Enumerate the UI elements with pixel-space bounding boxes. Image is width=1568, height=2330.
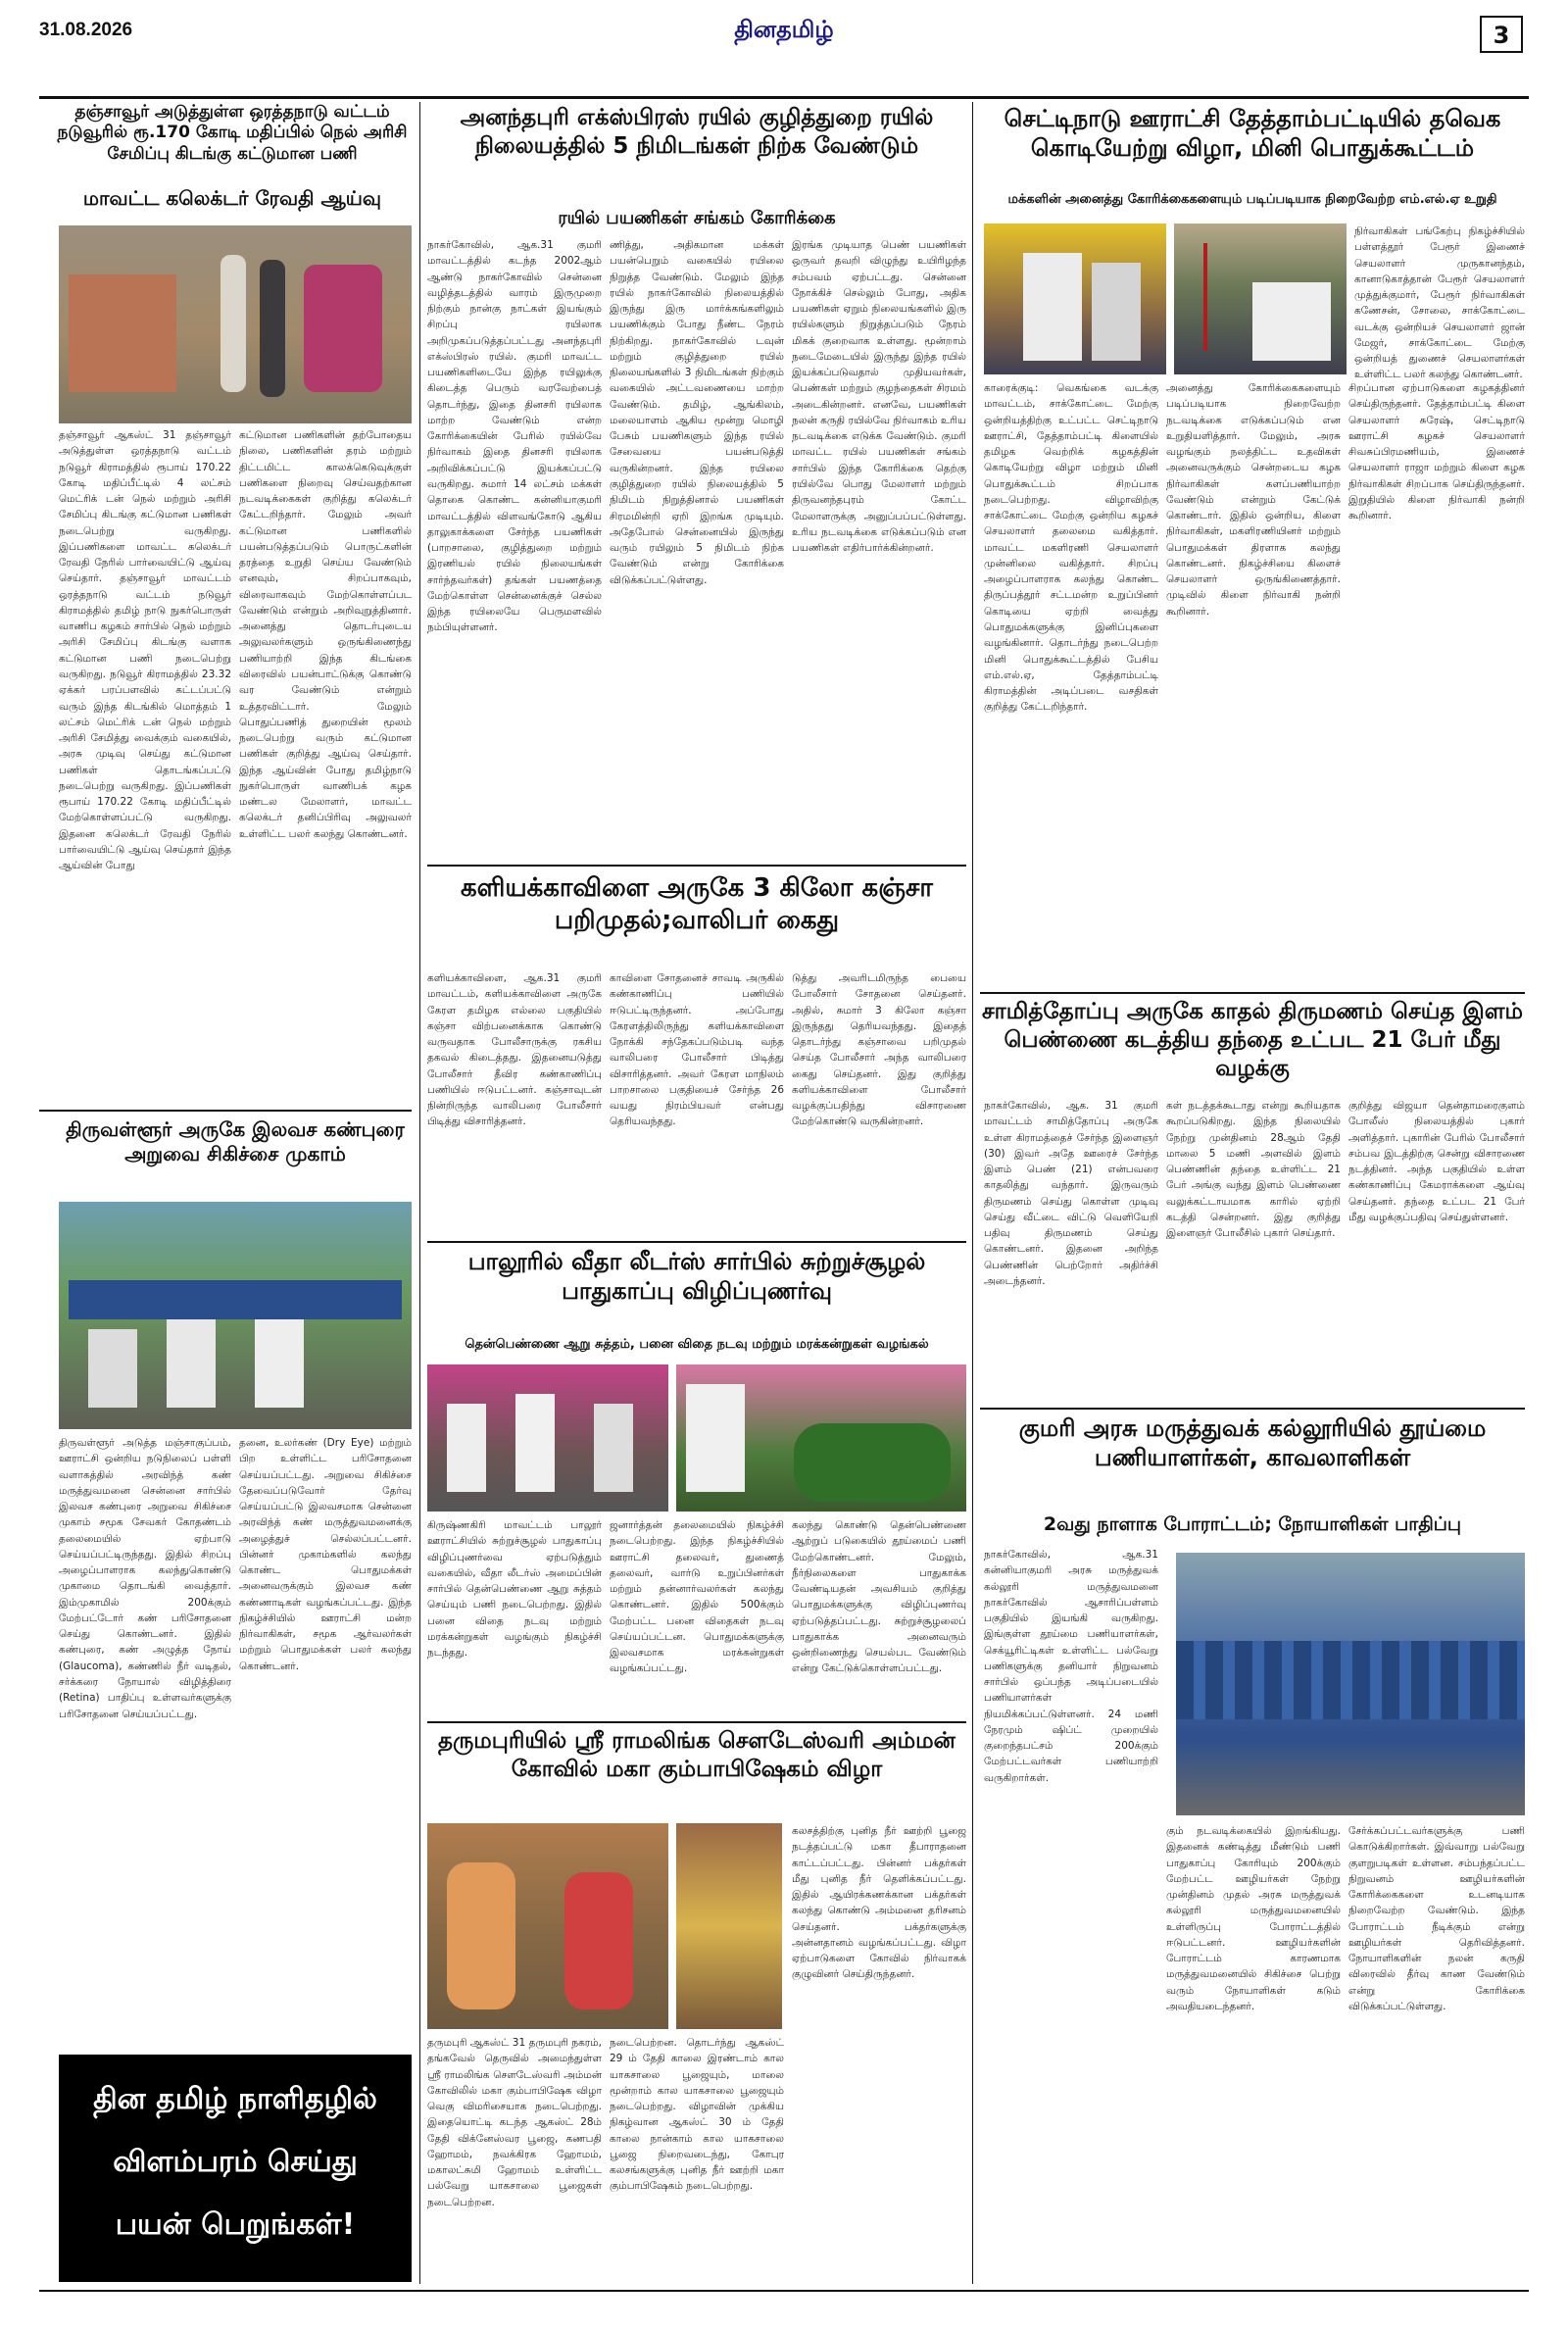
a4-photo-1 — [984, 223, 1166, 374]
divider-mid-1 — [427, 865, 966, 867]
a3-col1: களியக்காவிளை, ஆக.31 குமரி மாவட்டம், களியக்காவிளை அருகே கேரள தமிழக எல்லை பகுதியில் கஞ்சா விற்பனைக்காக கொண்டு வருவதாக போலீசாருக்கு ரகசிய தகவல் கிடைத்தது. இதனையடுத்து போலீசார் தீவிர கண்காணிப்பு பணியில் ஈடுபட்டனர். கஞ்சாவுடன் நின்றிருந்த வாலிபரை போலீசார் பிடித்து விசாரித்தனர். — [427, 972, 602, 1128]
a6-headline: திருவள்ளூர் அருகே இலவச கண்புரை அறுவை சிகிச்சை முகாம் — [66, 1117, 405, 1165]
ad-line3: பயன் பெறுங்கள்! — [115, 2207, 356, 2242]
a8-headline: தருமபுரியில் ஸ்ரீ ராமலிங்க சௌடேஸ்வரி அம்மன் கோவில் மகா கும்பாபிஷேகம் விழா — [438, 1728, 956, 1782]
a1-headline: தஞ்சாவூர் அடுத்துள்ள ஒரத்தநாடு வட்டம் நடுவூரில் ரூ.170 கோடி மதிப்பில் நெல் அரிசி சேமிப்பு கிடங்கு கட்டுமான பணி — [57, 102, 408, 164]
a9-headline: குமரி அரசு மருத்துவக் கல்லூரியில் தூய்மை பணியாளர்கள், காவலாளிகள் — [1018, 1414, 1487, 1471]
a1-photo — [59, 225, 412, 423]
a4-subhead: மக்களின் அனைத்து கோரிக்கைகளையும் படிப்படியாக நிறைவேற்ற எம்.எல்.ஏ உறுதி — [1007, 192, 1497, 207]
a4-headline: செட்டிநாடு ஊராட்சி தேத்தாம்பட்டியில் தவெக கொடியேற்று விழா, மினி பொதுக்கூட்டம் — [1004, 105, 1501, 162]
a2-col3: இரங்க முடியாத பெண் பயணிகள் ஒருவர் தவறி விழுந்து உயிரிழந்த சம்பவம் ஏற்பட்டது. சென்னை நோக்கிச் செல்லும் போது, அதிக பயணிகள் ஏறும் நிலையங்களில் இரு ரயில்களும் நிறுத்தப்படும் நேரம் மிகக் குறைவாக உள்ளது. மூன்றாம் நடைமேடையில் இருந்து இந்த ரயில் இயக்கப்படுவதால் முதியவர்கள், பெண்கள் மற்றும் குழந்தைகள் சிரமம் அடைகின்றனர். எனவே, பயணிகள் நலன் கருதி ரயில்வே நிர்வாகம் உரிய நடவடிக்கை எடுக்க வேண்டும். குமரி மாவட்ட ரயில் பயணிகள் சங்கம் சார்பில் இந்த கோரிக்கை தெற்கு ரயில்வே பொது மேலாளர் மற்றும் திருவனந்தபுரம் கோட்ட மேலாளருக்கு அனுப்பப்பட்டுள்ளது. உரிய நடவடிக்கை எடுக்கப்படும் என பயணிகள் எதிர்பார்க்கின்றனர். — [792, 239, 966, 555]
a4-col3: சிறப்பான ஏற்பாடுகளை கழகத்தினர் செய்திருந்தனர். தேத்தாம்பட்டி கிளை செயலாளர் சுரேஷ், செட்டிநாடு ஊராட்சி கழகச் செயலாளர் சிவசுப்பிரமணியம், இணைச் செயலாளர் ராஜா மற்றும் கிளை கழக நிர்வாகிகள் சிறப்பாக செய்திருந்தனர். இறுதியில் கிளை நிர்வாகி நன்றி கூறினார். — [1348, 382, 1525, 522]
separator-right — [972, 102, 973, 2284]
masthead: தினதமிழ் — [734, 16, 834, 43]
header-rule — [39, 96, 1529, 99]
a7-col2: ஜனார்த்தன் தலைமையில் நிகழ்ச்சி நடைபெற்றது. இந்த நிகழ்ச்சியில் ஊராட்சி தலைவர், துணைத் தலைவர், வார்டு உறுப்பினர்கள் மற்றும் தன்னார்வலர்கள் கலந்து கொண்டனர். இதில் 500க்கும் மேற்பட்ட பனை விதைகள் நடவு செய்யப்பட்டன. பொதுமக்களுக்கு இலவசமாக மரக்கன்றுகள் வழங்கப்பட்டது. — [610, 1519, 784, 1675]
a5-headline: சாமித்தோப்பு அருகே காதல் திருமணம் செய்த இளம் பெண்ணை கடத்திய தந்தை உட்பட 21 பேர் மீது வழக்கு — [981, 999, 1524, 1081]
a8-photo-2 — [676, 1823, 782, 2029]
divider-right-2 — [980, 1408, 1525, 1410]
divider-left — [39, 1110, 412, 1112]
a2-col1: நாகர்கோவில், ஆக.31 குமரி மாவட்டத்தில் கடந்த 2002ஆம் ஆண்டு நாகர்கோவில் சென்னை வழித்தடத்தில் வாரம் இருமுறை நிற்கும் நான்கு நாட்கள் இயங்கும் சிறப்பு ரயிலாக அறிமுகப்படுத்தப்பட்டது அனந்தபுரி எக்ஸ்பிரஸ் ரயில். குமரி மாவட்ட பயணிகளிடையே இந்த ரயிலுக்கு கிடைத்த பெரும் வரவேற்பைத் தொடர்ந்து, இதை தினசரி ரயிலாக மாற்ற வேண்டும் என்ற கோரிக்கையின் பேரில் ரயில்வே நிர்வாகம் இதை தினசரி ரயிலாக அறிவிக்கப்பட்டு இயக்கப்பட்டு வருகிறது. சுமார் 14 லட்சம் மக்கள் தொகை கொண்ட கன்னியாகுமரி மாவட்டத்தில் விளவங்கோடு ஆகிய தாலுகாக்களை சேர்ந்த பயணிகள் (பாறசாலை, குழித்துறை மற்றும் இரணியல் ரயில் நிலையங்கள் சார்ந்தவர்கள்) தங்கள் பயணத்தை மேற்கொள்ள சென்னைக்குச் செல்ல இந்த ரயிலையே பெருமளவில் நம்பியுள்ளனர். — [427, 239, 602, 634]
a4-col3-top: நிர்வாகிகள் பங்கேற்பு நிகழ்ச்சியில் பள்ளத்தூர் பேரூர் இணைச் செயலாளர் முருகானந்தம், கானாடுகாத்தான் பேரூர் செயலாளர் முத்துக்குமார், பேரூர் நிர்வாகிகள் கணேசன், சோலை, சாக்கோட்டை வடக்கு ஒன்றியச் செயலாளர் ஜான் மேஜர், சாக்கோட்டை மேற்கு ஒன்றியத் துணைச் செயலாளர்கள் உள்ளிட்ட பலர் கலந்து கொண்டனர். — [1354, 225, 1525, 381]
a7-col1: கிருஷ்ணகிரி மாவட்டம் பாலூர் ஊராட்சியில் சுற்றுச்சூழல் பாதுகாப்பு விழிப்புணர்வை ஏற்படுத்தும் வகையில், வீதா லீடர்ஸ் அமைப்பின் சார்பில் தென்பெண்ணை ஆறு சுத்தம் செய்யும் பணி நடைபெற்றது. இதில் பனை விதை நடவு மற்றும் மரக்கன்றுகள் வழங்கும் நிகழ்ச்சி நடந்தது. — [427, 1519, 602, 1660]
a8-photo — [427, 1823, 668, 2029]
page-number: 3 — [1480, 16, 1523, 53]
a9-subhead: 2வது நாளாக போராட்டம்; நோயாளிகள் பாதிப்பு — [1043, 1513, 1462, 1535]
a6-col2: தனை, உலர்கண் (Dry Eye) மற்றும் பிற உள்ளிட்ட பரிசோதனை செய்யப்பட்டது. அறுவை சிகிச்சை தேவைப்படுவோர் தேர்வு செய்யப்பட்டு இலவசமாக சென்னை அரவிந்த் கண் மருத்துவமனைக்கு அழைத்துச் செல்லப்பட்டனர். பின்னர் முகாம்களில் கலந்து கொண்ட பொதுமக்கள் அனைவருக்கும் இலவச கண் கண்ணாடிகள் வழங்கப்பட்டது. இந்த நிகழ்ச்சியில் ஊராட்சி மன்ற நிர்வாகிகள், சமூக ஆர்வலர்கள் மற்றும் பொதுமக்கள் பலர் கலந்து கொண்டனர். — [239, 1437, 412, 1672]
date: 31.08.2026 — [39, 20, 133, 40]
a5-col1: நாகர்கோவில், ஆக. 31 குமரி மாவட்டம் சாமித்தோப்பு அருகே உள்ள கிராமத்தைச் சேர்ந்த இளைஞர் (30) இவர் அதே ஊரைச் சேர்ந்த இளம் பெண் (21) என்பவரை காதலித்து வந்தார். இருவரும் திருமணம் செய்து கொள்ள முடிவு செய்து வீட்டை விட்டு வெளியேறி பதிவு திருமணம் செய்து கொண்டனர். இதனை அறிந்த பெண்ணின் பெற்றோர் அதிர்ச்சி அடைந்தனர். — [984, 1100, 1158, 1287]
a2-headline: அனந்தபுரி எக்ஸ்பிரஸ் ரயில் குழித்துறை ரயில் நிலையத்தில் 5 நிமிடங்கள் நிற்க வேண்டும் — [460, 105, 934, 159]
ad-box — [59, 2055, 412, 2282]
a6-photo — [59, 1202, 412, 1429]
a3-col2: காவிளை சோதனைச் சாவடி அருகில் கண்காணிப்பு பணியில் ஈடுபட்டிருந்தனர். அப்போது கேரளத்திலிருந்து களியக்காவிளை நோக்கி சந்தேகப்படும்படி வந்த வாலிபரை போலீசார் பிடித்து விசாரித்தனர். அவர் கேரள மாநிலம் பாறசாலை பகுதியைச் சேர்ந்த 26 வயது நிரம்பியவர் என்பது தெரியவந்தது. — [610, 972, 784, 1128]
a7-subhead: தென்பெண்ணை ஆறு சுத்தம், பனை விதை நடவு மற்றும் மரக்கன்றுகள் வழங்கல் — [465, 1337, 929, 1352]
ad-line1: தின தமிழ் நாளிதழில் — [93, 2082, 377, 2116]
a3-col3: டுத்து அவரிடமிருந்த பையை போலீசார் சோதனை செய்தனர். அதில், சுமார் 3 கிலோ கஞ்சா இருந்தது தெரியவந்தது. இதைத் தொடர்ந்து கஞ்சாவை பறிமுதல் செய்த போலீசார் அந்த வாலிபரை கைது செய்தனர். இது குறித்து களியக்காவிளை போலீசார் வழக்குப்பதிந்து விசாரணை மேற்கொண்டு வருகின்றனர். — [792, 972, 966, 1128]
a6-col1: திருவள்ளூர் அடுத்த மஞ்சாகுப்பம், ஊராட்சி ஒன்றிய நடுநிலைப் பள்ளி வளாகத்தில் அரவிந்த் கண் மருத்துவமனை சென்னை சார்பில் இலவச கண்புரை அறுவை சிகிச்சை முகாம் சமூக சேவகர் கோதண்டம் தலைமையில் ஏற்பாடு செய்யப்பட்டிருந்தது. இதில் சிறப்பு அழைப்பாளராக கலந்துகொண்டு முகாமை தொடங்கி வைத்தார். இம்முகாமில் 200க்கும் மேற்பட்டோர் கண் பரிசோதனை செய்து கொண்டனர். இதில் கண்புரை, கண் அழுத்த நோய் (Glaucoma), கண்ணில் நீர் வடிதல், சர்க்கரை நோயால் விழித்திரை (Retina) பாதிப்பு உள்ளவர்களுக்கு பரிசோதனை செய்யப்பட்டது. — [59, 1437, 231, 1720]
divider-mid-3 — [427, 1721, 966, 1723]
a1-col2: கட்டுமான பணிகளின் தற்போதைய நிலை, பணிகளின் தரம் மற்றும் திட்டமிட்ட காலக்கெடுவுக்குள் பணிகளை நிறைவு செய்வதற்கான நடவடிக்கைகள் குறித்து கலெக்டர் கேட்டறிந்தார். மேலும் அவர் கட்டுமான பணிகளில் பயன்படுத்தப்படும் பொருட்களின் தரத்தை உறுதி செய்ய வேண்டும் எனவும், சிறப்பாகவும், விரைவாகவும் மேற்கொள்ளப்பட வேண்டும் என்றும் அறிவுறுத்தினார். அனைத்து தொடர்புடைய அலுவலர்களும் ஒருங்கிணைந்து பணியாற்றி இந்த கிடங்கை விரைவில் பயன்பாட்டுக்கு கொண்டு வர வேண்டும் என்றும் உத்தரவிட்டார். மேலும் பொதுப்பணித் துறையின் மூலம் நடைபெற்று வரும் கட்டுமான பணிகள் குறித்து ஆய்வு செய்தார். இந்த ஆய்வின் போது தமிழ்நாடு நுகர்பொருள் வாணிபக் கழக மண்டல மேலாளர், மாவட்ட கலெக்டர் தனிப்பிரிவு அலுவலர் உள்ளிட்ட பலர் கலந்து கொண்டனர். — [239, 429, 412, 840]
ad-line2: விளம்பரம் செய்து — [113, 2145, 358, 2179]
a7-photo-1 — [427, 1364, 668, 1512]
separator-left — [419, 102, 420, 2284]
a9-col3: சேர்க்கப்பட்டவர்களுக்கு பணி கொடுக்கிறார்கள். இவ்வாறு பல்வேறு குளறுபடிகள் உள்ளன. சம்பந்தப்பட்ட நிறுவனம் ஊழியர்களின் கோரிக்கைகளை உடனடியாக நிறைவேற்ற வேண்டும். இந்த போராட்டம் நீடிக்கும் என்று ஊழியர்கள் தெரிவித்தனர். நோயாளிகளின் நலன் கருதி விரைவில் தீர்வு காண வேண்டும் என்று கோரிக்கை விடுக்கப்பட்டுள்ளது. — [1348, 1825, 1525, 2012]
a7-photo-2 — [676, 1364, 966, 1512]
a7-headline: பாலூரில் வீதா லீடர்ஸ் சார்பில் சுற்றுச்சூழல் பாதுகாப்பு விழிப்புணர்வு — [467, 1248, 926, 1305]
a7-col3: கலந்து கொண்டு தென்பெண்ணை ஆற்றுப் படுகையில் தூய்மைப் பணி மேற்கொண்டனர். மேலும், நீர்நிலைகளை பாதுகாக்க வேண்டியதன் அவசியம் குறித்து பொதுமக்களுக்கு விழிப்புணர்வு ஏற்படுத்தப்பட்டது. சுற்றுச்சூழலைப் பாதுகாக்க அனைவரும் ஒன்றிணைந்து செயல்பட வேண்டும் என்று கேட்டுக்கொள்ளப்பட்டது. — [792, 1519, 966, 1675]
a2-subhead: ரயில் பயணிகள் சங்கம் கோரிக்கை — [558, 208, 836, 228]
a5-col2: கள் நடத்தக்கூடாது என்று கூறியதாக கூறப்படுகிறது. இந்த நிலையில் நேற்று முன்தினம் 28ஆம் தேதி மாலை 5 மணி அளவில் இளம் பெண்ணின் தந்தை உள்ளிட்ட 21 பேர் அங்கு வந்து இளம் பெண்ணை வலுக்கட்டாயமாக காரில் ஏற்றி கடத்தி சென்றனர். இது குறித்து இளைஞர் போலீசில் புகார் செய்தார். — [1166, 1100, 1341, 1240]
a1-col1: தஞ்சாவூர் ஆகஸ்ட் 31 தஞ்சாவூர் அடுத்துள்ள ஒரத்தநாடு வட்டம் நடுவூர் கிராமத்தில் ரூபாய் 170.22 கோடி மதிப்பீட்டில் 4 லட்சம் மெட்ரிக் டன் நெல் மற்றும் அரிசி சேமிப்பு கிடங்கு கட்டுமான பணிகள் நடைபெற்று வருகிறது. இப்பணிகளை மாவட்ட கலெக்டர் ரேவதி நேரில் பார்வையிட்டு ஆய்வு செய்தார். தஞ்சாவூர் மாவட்டம் ஒரத்தநாடு வட்டம் நடுவூர் கிராமத்தில் தமிழ் நாடு நுகர்பொருள் வாணிப கழகம் சார்பில் நெல் மற்றும் அரிசி சேமிப்பு கிடங்கு வளாக கட்டுமான பணி நடைபெற்று வருகிறது. நடுவூர் கிராமத்தில் 23.32 ஏக்கர் பரப்பளவில் கட்டப்பட்டு வரும் இந்த கிடங்கில் மொத்தம் 1 லட்சம் மெட்ரிக் டன் நெல் மற்றும் அரிசி சேமித்து வைக்கும் வகையில், அரசு முடிவு செய்து கட்டுமான பணிகள் தொடங்கப்பட்டு நடைபெற்று வருகிறது. இப்பணிகள் ரூபாய் 170.22 கோடி மதிப்பீட்டில் மேற்கொள்ளப்பட்டு வருகிறது. இதனை கலெக்டர் ரேவதி நேரில் பார்வையிட்டு ஆய்வு செய்தார் இந்த ஆய்வின் போது — [59, 429, 231, 872]
footer-rule — [39, 2290, 1529, 2292]
a4-col1: காரைக்குடி: வெகங்கை வடக்கு மாவட்டம், சாக்கோட்டை மேற்கு ஒன்றியத்திற்கு உட்பட்ட செட்டிநாடு ஊராட்சி, தேத்தாம்பட்டி கிளையில் தமிழக வெற்றிக் கழகத்தின் கொடியேற்று விழா மற்றும் மினி பொதுக்கூட்டம் சிறப்பாக நடைபெற்றது. விழாவிற்கு சாக்கோட்டை மேற்கு ஒன்றிய கழகச் செயலாளர் தலைமை வகித்தார். மாவட்ட மகளிரணி செயலாளர் முன்னிலை வகித்தார். சிறப்பு அழைப்பாளராக கலந்து கொண்ட திருப்பத்தூர் சட்டமன்ற உறுப்பினர் கொடியை ஏற்றி வைத்து பொதுமக்களுக்கு இனிப்புகளை வழங்கினார். தொடர்ந்து நடைபெற்ற மினி பொதுக்கூட்டத்தில் பேசிய எம்.எல்.ஏ, தேத்தாம்பட்டி கிராமத்தின் அடிப்படை வசதிகள் குறித்து கேட்டறிந்தார். — [984, 382, 1158, 714]
divider-mid-2 — [427, 1241, 966, 1243]
a8-col2: நடைபெற்றன. தொடர்ந்து ஆகஸ்ட் 29 ம் தேதி காலை இரண்டாம் கால யாகசாலை பூஜையும், மாலை மூன்றாம் கால யாகசாலை பூஜையும் நடைபெற்றது. விழாவின் முக்கிய நிகழ்வான ஆகஸ்ட் 30 ம் தேதி காலை நான்காம் கால யாகசாலை பூஜை நிறைவடைந்து, கோபுர கலசங்களுக்கு புனித நீர் ஊற்றி மகா கும்பாபிஷேகம் நடைபெற்றது. — [610, 2037, 784, 2193]
a9-col2: கும் நடவடிக்கையில் இறங்கியது. இதனைக் கண்டித்து மீண்டும் பணி பாதுகாப்பு கோரியும் 200க்கும் மேற்பட்ட ஊழியர்கள் நேற்று முன்தினம் முதல் அரசு மருத்துவக் கல்லூரி மருத்துவமனையில் உள்ளிருப்பு போராட்டத்தில் ஈடுபட்டனர். ஊழியர்களின் போராட்டம் காரணமாக மருத்துவமனையில் சிகிச்சை பெற்று வரும் நோயாளிகள் கடும் அவதியடைந்தனர். — [1166, 1825, 1341, 2012]
a4-photo-2 — [1174, 223, 1347, 374]
a4-col2: அனைத்து கோரிக்கைகளையும் படிப்படியாக நிறைவேற்ற நடவடிக்கை எடுக்கப்படும் என உறுதியளித்தார். மேலும், அரசு வழங்கும் நலத்திட்ட உதவிகள் அனைவருக்கும் சென்றடைய கழக நிர்வாகிகள் களப்பணியாற்ற வேண்டும் என்றும் கேட்டுக் கொண்டார். இதில் ஒன்றிய, கிளை நிர்வாகிகள், மகளிரணியினர் மற்றும் பொதுமக்கள் திரளாக கலந்து கொண்டனர். நிகழ்ச்சியை கிளைச் செயலாளர் ஒருங்கிணைத்தார். முடிவில் கிளை நிர்வாகி நன்றி கூறினார். — [1166, 382, 1341, 618]
divider-right-1 — [980, 992, 1525, 994]
a9-photo — [1176, 1553, 1525, 1815]
a8-col3: கலசத்திற்கு புனித நீர் ஊற்றி பூஜை நடத்தப்பட்டு மகா தீபாராதனை காட்டப்பட்டது. பின்னர் பக்தர்கள் மீது புனித நீர் தெளிக்கப்பட்டது. இதில் ஆயிரக்கணக்கான பக்தர்கள் கலந்து கொண்டு அம்மனை தரிசனம் செய்தனர். பக்தர்களுக்கு அன்னதானம் வழங்கப்பட்டது. விழா ஏற்பாடுகளை கோவில் நிர்வாகக் குழுவினர் செய்திருந்தனர். — [792, 1825, 966, 1981]
a8-col1: தருமபுரி ஆகஸ்ட் 31 தருமபுரி நகரம், தங்கவேல் தெருவில் அமைந்துள்ள ஸ்ரீ ராமலிங்க சௌடேஸ்வரி அம்மன் கோவிலில் மகா கும்பாபிஷேக விழா வெகு விமரிசையாக நடைபெற்றது. இதையொட்டி கடந்த ஆகஸ்ட் 28ம் தேதி விக்னேஸ்வர பூஜை, கணபதி ஹோமம், நவக்கிரக ஹோமம், மகாலட்சுமி ஹோமம் உள்ளிட்ட பல்வேறு யாகசாலை பூஜைகள் நடைபெற்றன. — [427, 2037, 602, 2208]
a3-headline: களியக்காவிளை அருகே 3 கிலோ கஞ்சா பறிமுதல்;வாலிபர் கைது — [460, 873, 933, 935]
a9-col1: நாகர்கோவில், ஆக.31 கன்னியாகுமரி அரசு மருத்துவக் கல்லூரி மருத்துவமனை நாகர்கோவில் ஆசாரிப்பள்ளம் பகுதியில் இயங்கி வருகிறது. இங்குள்ள தூய்மை பணியாளர்கள், செக்யூரிட்டிகள் உள்ளிட்ட பல்வேறு பணிகளுக்கு தனியார் நிறுவனம் சார்பில் ஒப்பந்த அடிப்படையில் பணியாளர்கள் நியமிக்கப்பட்டுள்ளனர். 24 மணி நேரமும் ஷிப்ட் முறையில் குறைந்தபட்சம் 200க்கும் மேற்பட்டவர்கள் பணியாற்றி வருகிறார்கள். — [984, 1549, 1158, 1784]
a1-subhead: மாவட்ட கலெக்டர் ரேவதி ஆய்வு — [82, 186, 382, 210]
a5-col3: குறித்து விஜயா தென்தாமரைகுளம் போலீஸ் நிலையத்தில் புகார் அளித்தார். புகாரின் பேரில் போலீசார் சம்பவ இடத்திற்கு சென்று விசாரணை நடத்தினர். அந்த பகுதியில் உள்ள கண்காணிப்பு கேமராக்களை ஆய்வு செய்தனர். தந்தை உட்பட 21 பேர் மீது வழக்குப்பதிவு செய்துள்ளனர். — [1348, 1100, 1525, 1223]
a2-col2: ணித்து, அதிகமான மக்கள் பயன்பெறும் வகையில் ரயிலை நிறுத்த வேண்டும். மேலும் இந்த ரயில் நாகர்கோவில் நிலையத்தில் இருந்து இரு மார்க்கங்களிலும் பயணிக்கும் போது நீண்ட நேரம் நிற்கிறது. நாகர்கோவில் டவுன் மற்றும் குழித்துறை ரயில் நிலையங்களில் 3 நிமிடங்கள் நிற்கும் வகையில் அட்டவணையை மாற்ற வேண்டும். தமிழ், ஆங்கிலம், மலையாளம் ஆகிய மூன்று மொழி பேசும் பயணிகளும் இந்த ரயில் சேவையை பயன்படுத்தி வருகின்றனர். இந்த ரயிலை குழித்துறை ரயில் நிலையத்தில் 5 நிமிடம் நிறுத்தினால் பயணிகள் சிரமமின்றி ஏறி இறங்க முடியும். அதேபோல் சென்னையில் இருந்து வரும் ரயிலும் 5 நிமிடம் நிற்க வேண்டும் என்று கோரிக்கை விடுக்கப்பட்டுள்ளது. — [610, 239, 784, 586]
